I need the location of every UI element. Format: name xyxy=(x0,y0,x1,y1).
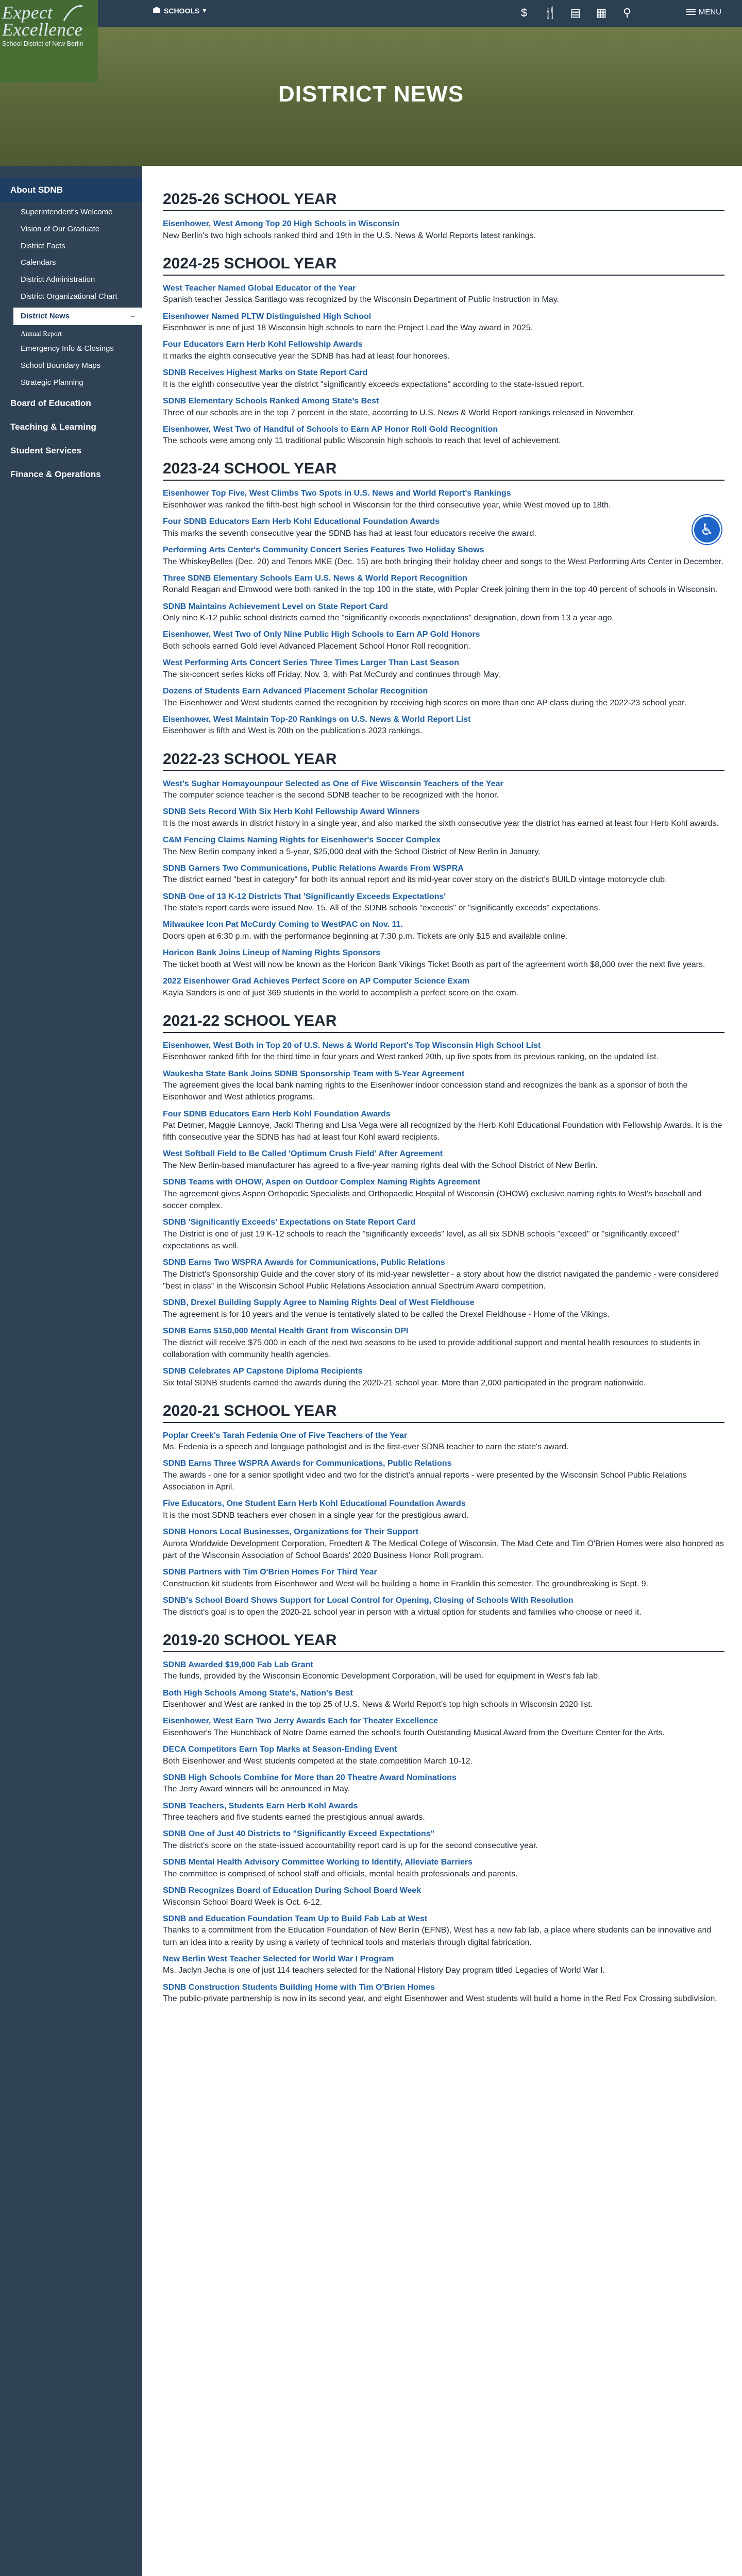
news-item-summary: Eisenhower is one of just 18 Wisconsin high schools to earn the Project Lead the Way award in 2025. xyxy=(163,324,533,333)
news-item-summary: Construction kit students from Eisenhower and West will be building a home in Franklin this semester. The groundbreaking is Sept. 9. xyxy=(163,1579,649,1588)
sidebar-item-administration[interactable]: District Administration xyxy=(21,275,95,284)
news-item-summary: The six-concert series kicks off Friday, Nov. 3, with Pat McCurdy and continues through May. xyxy=(163,670,501,679)
news-item-summary: Eisenhower is fifth and West is 20th on the publication's 2023 rankings. xyxy=(163,726,423,736)
news-item-title-link[interactable]: SDNB Recognizes Board of Education During School Board Week xyxy=(163,1886,421,1895)
accessibility-icon: ♿ xyxy=(700,521,714,538)
news-item-title-link[interactable]: SDNB Elementary Schools Ranked Among State's Best xyxy=(163,396,379,405)
news-item-title-link[interactable]: West's Sughar Homayounpour Selected as One of Five Wisconsin Teachers of the Year xyxy=(163,779,503,788)
news-item-title-link[interactable]: SDNB 'Significantly Exceeds' Expectations on State Report Card xyxy=(163,1218,416,1227)
year-heading: 2024-25 SCHOOL YEAR xyxy=(163,255,724,276)
news-item-summary: Ms. Fedenia is a speech and language pathologist and is the first-ever SDNB teacher to earn the state's award. xyxy=(163,1443,569,1452)
news-item-title-link[interactable]: 2022 Eisenhower Grad Achieves Perfect Score on AP Computer Science Exam xyxy=(163,976,470,986)
year-heading: 2025-26 SCHOOL YEAR xyxy=(163,191,724,211)
news-item-title-link[interactable]: C&M Fencing Claims Naming Rights for Eisenhower's Soccer Complex xyxy=(163,836,441,845)
news-item xyxy=(163,1498,724,1521)
news-item-title-link[interactable]: SDNB Mental Health Advisory Committee Working to Identify, Alleviate Barriers xyxy=(163,1858,473,1867)
news-item xyxy=(163,1716,724,1739)
news-item-title-link[interactable]: Performing Arts Center's Community Concert Series Features Two Holiday Shows xyxy=(163,546,484,555)
news-item-title-link[interactable]: Dozens of Students Earn Advanced Placement Scholar Recognition xyxy=(163,686,428,696)
news-item-summary: It is the most SDNB teachers ever chosen in a single year for the prestigious award. xyxy=(163,1511,469,1520)
news-item-title-link[interactable]: SDNB's School Board Shows Support for Local Control for Opening, Closing of Schools With Resolution xyxy=(163,1596,574,1605)
news-item-title-link[interactable]: SDNB Honors Local Businesses, Organizations for Their Support xyxy=(163,1528,419,1537)
news-item-summary: The district will receive $75,000 in each of the next two seasons to be used to provide additional support and mental health resources to students in collaboration with community health agencies. xyxy=(163,1338,700,1359)
logo-subtitle: School District of New Berlin xyxy=(2,40,83,47)
sidebar-item-superintendent[interactable]: Superintendent's Welcome xyxy=(21,208,113,216)
news-item xyxy=(163,1177,724,1212)
news-item xyxy=(163,1040,724,1063)
news-item-title-link[interactable]: Eisenhower, West Two of Handful of Schools to Earn AP Honor Roll Gold Recognition xyxy=(163,425,498,434)
news-item xyxy=(163,396,724,419)
news-item xyxy=(163,1828,724,1852)
news-item xyxy=(163,1366,724,1389)
news-item-title-link[interactable]: SDNB Construction Students Building Home with Tim O'Brien Homes xyxy=(163,1982,435,1992)
news-item-title-link[interactable]: Waukesha State Bank Joins SDNB Sponsorship Team with 5-Year Agreement xyxy=(163,1069,465,1078)
news-item xyxy=(163,863,724,886)
news-item-title-link[interactable]: SDNB One of 13 K-12 Districts That 'Significantly Exceeds Expectations' xyxy=(163,892,446,901)
news-item-title-link[interactable]: Both High Schools Among State's, Nation's Best xyxy=(163,1688,353,1698)
news-item xyxy=(163,339,724,362)
news-item-title-link[interactable]: SDNB Earns $150,000 Mental Health Grant from Wisconsin DPI xyxy=(163,1326,409,1335)
year-section xyxy=(163,191,724,242)
menu-label: MENU xyxy=(698,7,721,16)
sidebar-item-boundary-maps[interactable]: School Boundary Maps xyxy=(21,361,101,370)
news-item-title-link[interactable]: Four SDNB Educators Earn Herb Kohl Educational Foundation Awards xyxy=(163,517,440,527)
news-item-title-link[interactable]: Four SDNB Educators Earn Herb Kohl Foundation Awards xyxy=(163,1109,391,1118)
hamburger-icon xyxy=(686,7,696,16)
sidebar-subitem-annual-report[interactable]: Annual Report xyxy=(21,330,62,338)
year-section xyxy=(163,751,724,999)
news-item-title-link[interactable]: Eisenhower Named PLTW Distinguished High School xyxy=(163,312,372,321)
news-item-summary: The awards - one for a senior spotlight video and two for the district's annual reports - were presented by the Wisconsin School Public Relations Association in April. xyxy=(163,1471,687,1492)
news-item-title-link[interactable]: Eisenhower, West Two of Only Nine Public High Schools to Earn AP Gold Honors xyxy=(163,630,480,639)
news-item-title-link[interactable]: SDNB Sets Record With Six Herb Kohl Fellowship Award Winners xyxy=(163,807,420,817)
news-item-summary: The committee is comprised of school staff and officials, mental health professionals and parents. xyxy=(163,1869,518,1878)
year-section xyxy=(163,460,724,737)
news-item xyxy=(163,1954,724,1977)
news-item xyxy=(163,919,724,942)
news-item xyxy=(163,367,724,391)
news-item-summary: The ticket booth at West will now be known as the Horicon Bank Vikings Ticket Booth as part of the agreement worth $8,000 over the next five years. xyxy=(163,960,705,969)
news-item-title-link[interactable]: SDNB, Drexel Building Supply Agree to Naming Rights Deal of West Fieldhouse xyxy=(163,1298,475,1308)
news-item xyxy=(163,1069,724,1104)
news-item-summary: Three teachers and five students earned the prestigious annual awards. xyxy=(163,1813,425,1822)
news-item xyxy=(163,629,724,652)
news-item xyxy=(163,1857,724,1880)
year-section xyxy=(163,1632,724,2005)
schools-label: SCHOOLS xyxy=(164,6,200,15)
news-item-summary: The district's goal is to open the 2020-21 school year in person with a virtual option for students and families who choose or need it. xyxy=(163,1607,642,1617)
news-item-summary: The WhiskeyBelles (Dec. 20) and Tenors MKE (Dec. 15) are both bringing their holiday cheer and songs to the West Performing Arts Center in December. xyxy=(163,557,723,566)
news-item-summary: It is the most awards in district history in a single year, and also marked the sixth consecutive year the district has earned at least four Herb Kohl awards. xyxy=(163,819,719,828)
news-item-summary: New Berlin's two high schools ranked third and 19th in the U.S. News & World Reports latest rankings. xyxy=(163,231,536,240)
news-item-summary: The public-private partnership is now in its second year, and eight Eisenhower and West students will build a home in the Red Fox Crossing subdivision. xyxy=(163,1994,717,2004)
news-item-summary: Spanish teacher Jessica Santiago was recognized by the Wisconsin Department of Public Instruction in May. xyxy=(163,295,559,304)
news-item xyxy=(163,1595,724,1618)
news-item xyxy=(163,545,724,568)
news-item xyxy=(163,686,724,709)
news-item-summary: The schools were among only 11 traditional public Wisconsin high schools to reach that level of achievement. xyxy=(163,436,561,446)
news-item-summary: The state's report cards were issued Nov. 15. All of the SDNB schools "exceeds" or "significantly exceeds" expectations. xyxy=(163,904,600,913)
news-content xyxy=(163,191,724,2018)
news-item-summary: The District is one of just 19 K-12 schools to reach the "significantly exceeds" level, as all six SDNB schools "exceed" or "significantly exceed" expectations as well. xyxy=(163,1229,679,1250)
news-item xyxy=(163,714,724,737)
news-item-summary: Eisenhower and West are ranked in the top 25 of U.S. News & World Report's top high schools in Wisconsin 2020 list. xyxy=(163,1700,593,1709)
calendar-icon[interactable]: ▦ xyxy=(596,6,607,19)
search-icon[interactable]: ⚲ xyxy=(622,6,632,19)
news-item-summary: The District's Sponsorship Guide and the cover story of its mid-year newsletter - a story about how the district navigated the pandemic - were considered "best in class" in the Wisconsin School Public Relations Association annual Spectrum Award competition. xyxy=(163,1269,719,1291)
news-item-title-link[interactable]: SDNB and Education Foundation Team Up to Build Fab Lab at West xyxy=(163,1914,428,1923)
chevron-down-icon: ▾ xyxy=(203,6,207,14)
news-item-summary: Three of our schools are in the top 7 percent in the state, according to U.S. News & World Report rankings released in November. xyxy=(163,408,635,417)
accessibility-button[interactable] xyxy=(693,515,721,544)
news-item-summary: The Eisenhower and West students earned the recognition by receiving high scores on more than one AP class during the 2022-23 school year. xyxy=(163,698,687,707)
news-item-title-link[interactable]: Eisenhower, West Among Top 20 High Schools in Wisconsin xyxy=(163,219,400,228)
logo-wordmark: Expect Excellence xyxy=(2,3,83,40)
news-item-title-link[interactable]: SDNB Celebrates AP Capstone Diploma Recipients xyxy=(163,1366,363,1376)
top-navigation-bar xyxy=(0,0,742,27)
news-item-summary: Ronald Reagan and Elmwood were both ranked in the top 100 in the state, with Poplar Creek joining them in the top 40 percent of schools in Wisconsin. xyxy=(163,585,718,595)
district-logo[interactable] xyxy=(0,0,98,82)
sidebar-item-label: District News xyxy=(21,311,70,320)
news-item-title-link[interactable]: Eisenhower Top Five, West Climbs Two Spots in U.S. News and World Report's Rankings xyxy=(163,489,511,498)
news-item xyxy=(163,1430,724,1453)
news-item-summary: The district's score on the state-issued accountability report card is up for the second consecutive year. xyxy=(163,1841,538,1851)
sidebar-item-emergency[interactable]: Emergency Info & Closings xyxy=(21,344,114,353)
news-item-title-link[interactable]: Four Educators Earn Herb Kohl Fellowship Awards xyxy=(163,340,363,349)
news-item xyxy=(163,976,724,999)
news-item-summary: The computer science teacher is the second SDNB teacher to be recognized with the honor. xyxy=(163,791,499,800)
year-heading: 2020-21 SCHOOL YEAR xyxy=(163,1402,724,1423)
news-item-title-link[interactable]: Three SDNB Elementary Schools Earn U.S. News & World Report Recognition xyxy=(163,573,467,583)
news-item-title-link[interactable]: Eisenhower, West Maintain Top-20 Rankings on U.S. News & World Report List xyxy=(163,715,471,724)
news-item-title-link[interactable]: Five Educators, One Student Earn Herb Kohl Educational Foundation Awards xyxy=(163,1499,466,1509)
sidebar-item-facts[interactable]: District Facts xyxy=(21,241,65,250)
news-item-title-link[interactable]: West Softball Field to Be Called 'Optimum Crush Field' After Agreement xyxy=(163,1149,443,1159)
news-item-title-link[interactable]: Milwaukee Icon Pat McCurdy Coming to WestPAC on Nov. 11. xyxy=(163,920,403,929)
news-item-title-link[interactable]: DECA Competitors Earn Top Marks at Season-Ending Event xyxy=(163,1745,397,1754)
sidebar xyxy=(0,166,142,2576)
news-item-title-link[interactable]: West Teacher Named Global Educator of the Year xyxy=(163,283,356,293)
news-item-summary: Kayla Sanders is one of just 369 students in the world to accomplish a perfect score on the exam. xyxy=(163,988,519,997)
news-item-title-link[interactable]: West Performing Arts Concert Series Three Times Larger Than Last Season xyxy=(163,658,459,668)
news-item-summary: The agreement gives the local bank naming rights to the Eisenhower indoor concession stand and recognizes the bank as a sponsor of both the Eisenhower and West athletics programs. xyxy=(163,1081,688,1102)
news-item xyxy=(163,1772,724,1795)
news-item xyxy=(163,1326,724,1361)
news-item-summary: Six total SDNB students earned the awards during the 2020-21 school year. More than 2,000 participated in the program nationwide. xyxy=(163,1378,646,1387)
year-section xyxy=(163,1012,724,1389)
news-item xyxy=(163,601,724,624)
news-item xyxy=(163,778,724,802)
news-item-summary: Ms. Jaclyn Jecha is one of just 114 teachers selected for the National History Day program titled Legacies of World War I. xyxy=(163,1966,605,1975)
news-item-summary: Only nine K-12 public school districts earned the "significantly exceeds expectations" designation, down from 13 a year ago. xyxy=(163,614,614,623)
swoosh-icon xyxy=(62,3,85,24)
news-item xyxy=(163,1109,724,1144)
food-icon[interactable]: 🍴 xyxy=(543,6,558,19)
news-item xyxy=(163,1527,724,1562)
news-item xyxy=(163,1744,724,1767)
year-heading: 2019-20 SCHOOL YEAR xyxy=(163,1632,724,1652)
sidebar-section-board[interactable]: Board of Education xyxy=(10,398,91,408)
news-item-summary: Both schools earned Gold level Advanced Placement School Honor Roll recognition. xyxy=(163,641,470,651)
news-item-summary: Aurora Worldwide Development Corporation, Froedtert & The Medical College of Wisconsin, The Mad Cete and Tim O'Brien Homes were also honored as part of the Wisconsin Association of School Boards' 2020 Business Honor Roll program. xyxy=(163,1539,724,1560)
news-item-title-link[interactable]: SDNB Teachers, Students Earn Herb Kohl Awards xyxy=(163,1801,358,1810)
news-item-summary: Pat Detmer, Maggie Lannoye, Jacki Thering and Lisa Vega were all recognized by the Herb Kohl Educational Foundation with Fellowship Awards. It is the fifth consecutive year the SDNB has had at least four Kohl award recipients. xyxy=(163,1121,722,1142)
building-icon xyxy=(153,6,161,15)
sidebar-item-district-news[interactable] xyxy=(13,308,142,326)
news-item xyxy=(163,516,724,539)
news-item xyxy=(163,573,724,596)
news-item-title-link[interactable]: SDNB Partners with Tim O'Brien Homes For Third Year xyxy=(163,1568,377,1577)
news-item-summary: The district earned "best in category" for both its annual report and its mid-year cover story on the district's BUILD vintage motorcycle club. xyxy=(163,875,667,885)
news-item xyxy=(163,1982,724,2005)
news-item-summary: The Jerry Award winners will be announced in May. xyxy=(163,1785,350,1794)
news-item-title-link[interactable]: Poplar Creek's Tarah Fedenia One of Five Teachers of the Year xyxy=(163,1431,408,1440)
news-item-title-link[interactable]: SDNB Maintains Achievement Level on State Report Card xyxy=(163,602,388,611)
news-item-summary: Both Eisenhower and West students competed at the state competition March 10-12. xyxy=(163,1756,473,1766)
sidebar-item-calendars[interactable]: Calendars xyxy=(21,258,56,267)
news-item-summary: It is the eighth consecutive year the district "significantly exceeds expectations" according to the state-issued report. xyxy=(163,380,585,389)
sidebar-item-strategic-planning[interactable]: Strategic Planning xyxy=(21,378,83,387)
news-item xyxy=(163,424,724,447)
news-item xyxy=(163,283,724,306)
news-item xyxy=(163,891,724,914)
news-item-summary: The agreement gives Aspen Orthopedic Specialists and Orthopaedic Hospital of Wisconsin (OHOW) exclusive naming rights to West's baseball and soccer complex. xyxy=(163,1189,702,1211)
news-item-summary: Eisenhower was ranked the fifth-best high school in Wisconsin for the third consecutive year, while West moved up to 18th. xyxy=(163,501,611,510)
news-item-summary: Wisconsin School Board Week is Oct. 6-12. xyxy=(163,1897,323,1907)
collapse-indicator: – xyxy=(130,311,135,320)
news-item xyxy=(163,806,724,829)
sidebar-item-org-chart[interactable]: District Organizational Chart xyxy=(21,292,117,301)
news-item-title-link[interactable]: New Berlin West Teacher Selected for World War I Program xyxy=(163,1954,394,1963)
year-section xyxy=(163,255,724,447)
news-item-summary: Eisenhower ranked fifth for the third time in four years and West ranked 20th, up five spots from its previous ranking, on the updated list. xyxy=(163,1053,659,1062)
news-item-title-link[interactable]: SDNB Awarded $19,000 Fab Lab Grant xyxy=(163,1660,313,1669)
news-item-title-link[interactable]: Horicon Bank Joins Lineup of Naming Rights Sponsors xyxy=(163,948,381,958)
news-item-summary: The agreement is for 10 years and the venue is tentatively slated to be called the Drexel Fieldhouse - Home of the Vikings. xyxy=(163,1310,610,1319)
news-item-title-link[interactable]: SDNB High Schools Combine for More than 20 Theatre Award Nominations xyxy=(163,1773,457,1782)
news-item-title-link[interactable]: SDNB Earns Two WSPRA Awards for Communications, Public Relations xyxy=(163,1258,445,1267)
news-item xyxy=(163,1257,724,1292)
news-item xyxy=(163,218,724,242)
news-item xyxy=(163,1801,724,1824)
news-item xyxy=(163,1567,724,1590)
schools-dropdown[interactable] xyxy=(153,6,206,15)
document-icon[interactable]: ▤ xyxy=(570,6,581,19)
sidebar-section-student-services[interactable]: Student Services xyxy=(10,445,81,455)
sidebar-section-about[interactable]: About SDNB xyxy=(0,178,142,202)
news-item-title-link[interactable]: SDNB One of Just 40 Districts to "Significantly Exceed Expectations" xyxy=(163,1829,435,1839)
sidebar-section-teaching[interactable]: Teaching & Learning xyxy=(10,421,96,432)
news-item xyxy=(163,1913,724,1948)
news-item xyxy=(163,1885,724,1908)
news-item xyxy=(163,947,724,971)
quick-links xyxy=(517,5,634,21)
menu-button[interactable] xyxy=(686,7,721,16)
news-item xyxy=(163,1688,724,1711)
news-item xyxy=(163,1148,724,1172)
news-item-title-link[interactable]: SDNB Earns Three WSPRA Awards for Communications, Public Relations xyxy=(163,1459,452,1468)
news-item xyxy=(163,835,724,858)
news-item-summary: It marks the eighth consecutive year the SDNB has had at least four honorees. xyxy=(163,351,450,361)
news-item-title-link[interactable]: SDNB Garners Two Communications, Public Relations Awards From WSPRA xyxy=(163,863,464,873)
year-section xyxy=(163,1402,724,1618)
news-item xyxy=(163,1297,724,1320)
page-title: DISTRICT NEWS xyxy=(278,81,464,107)
hero-banner xyxy=(0,27,742,166)
year-heading: 2023-24 SCHOOL YEAR xyxy=(163,460,724,481)
news-item-summary: The New Berlin company inked a 5-year, $25,000 deal with the School District of New Berlin in January. xyxy=(163,847,541,856)
sidebar-item-vision[interactable]: Vision of Our Graduate xyxy=(21,224,100,233)
news-item-title-link[interactable]: Eisenhower, West Both in Top 20 of U.S. News & World Report's Top Wisconsin High School List xyxy=(163,1041,541,1050)
news-item-summary: Eisenhower's The Hunchback of Notre Dame earned the school's fourth Outstanding Musical Award from the Overture Center for the Arts. xyxy=(163,1728,665,1737)
year-heading: 2021-22 SCHOOL YEAR xyxy=(163,1012,724,1033)
news-item-summary: This marks the seventh consecutive year the SDNB has had at least four educators receive the award. xyxy=(163,529,536,538)
news-item-summary: Thanks to a commitment from the Education Foundation of New Berlin (EFNB), West has a new fab lab, a place where students can be innovative and turn an idea into a reality by using a variety of technical tools and materials through digital fabrication. xyxy=(163,1926,712,1947)
news-item xyxy=(163,1217,724,1252)
news-item xyxy=(163,488,724,511)
news-item-summary: Doors open at 6:30 p.m. with the performance beginning at 7:30 p.m. Tickets are only $15 and available online. xyxy=(163,932,568,941)
dollar-icon[interactable]: $ xyxy=(520,6,528,19)
news-item xyxy=(163,657,724,681)
news-item xyxy=(163,1458,724,1493)
sidebar-section-finance[interactable]: Finance & Operations xyxy=(10,469,101,479)
news-item xyxy=(163,311,724,334)
year-heading: 2022-23 SCHOOL YEAR xyxy=(163,751,724,771)
news-item-summary: The funds, provided by the Wisconsin Economic Development Corporation, will be used for equipment in West's fab lab. xyxy=(163,1672,600,1681)
news-item-summary: The New Berlin-based manufacturer has agreed to a five-year naming rights deal with the School District of New Berlin. xyxy=(163,1161,598,1171)
news-item-title-link[interactable]: SDNB Receives Highest Marks on State Report Card xyxy=(163,368,368,378)
news-item-title-link[interactable]: SDNB Teams with OHOW, Aspen on Outdoor Complex Naming Rights Agreement xyxy=(163,1178,481,1187)
news-item xyxy=(163,1659,724,1683)
news-item-title-link[interactable]: Eisenhower, West Earn Two Jerry Awards Each for Theater Excellence xyxy=(163,1717,438,1726)
